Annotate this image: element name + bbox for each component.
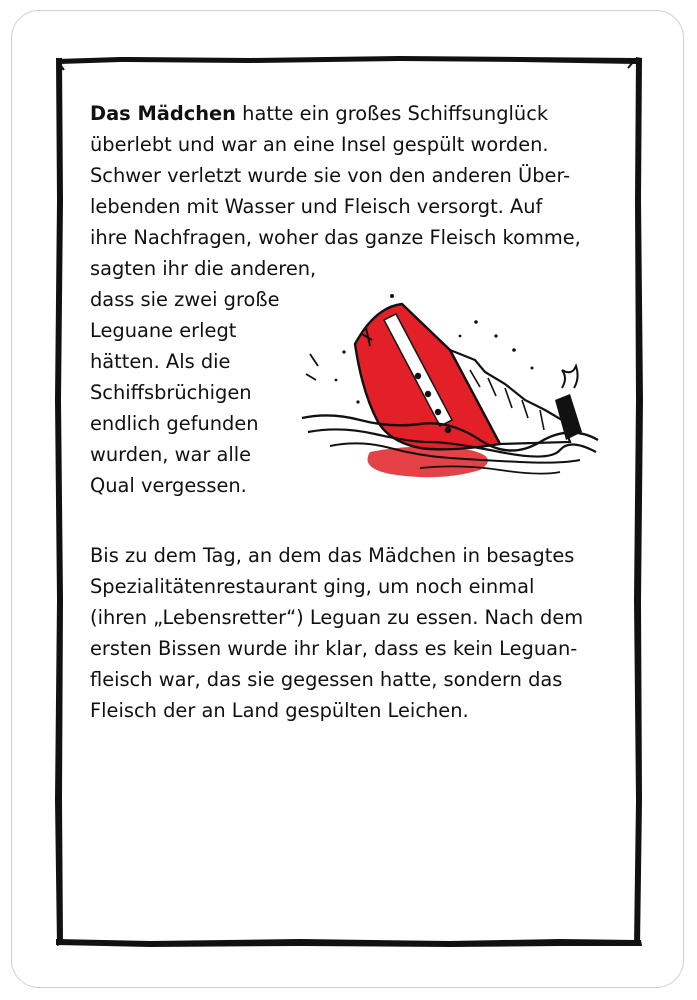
story-line: Fleisch der an Land gespülten Leichen. [90, 699, 469, 722]
story-line: Schiffsbrüchigen [90, 381, 252, 404]
story-line: wurden, war alle [90, 443, 252, 466]
story-line: sagten ihr die anderen, [90, 257, 317, 280]
story-line: fleisch war, das sie gegessen hatte, sondern das [90, 668, 563, 691]
bold-lead: Das Mädchen [90, 102, 236, 125]
story-line: Das Mädchen hatte ein großes Schiffsunglück [90, 102, 549, 125]
story-paragraph-1 [90, 98, 581, 284]
story-line: Leguane erlegt [90, 319, 237, 342]
story-line: hätten. Als die [90, 350, 231, 373]
story-line: dass sie zwei große [90, 288, 280, 311]
story-paragraph-2 [90, 540, 583, 726]
story-line: Spezialitätenrestaurant ging, um noch einmal [90, 575, 535, 598]
story-line: überlebt und war an eine Insel gespült worden. [90, 133, 549, 156]
story-line: ihre Nachfragen, woher das ganze Fleisch komme, [90, 226, 581, 249]
story-line: Bis zu dem Tag, an dem das Mädchen in besagtes [90, 544, 575, 567]
sinking-ship-icon [300, 292, 600, 492]
story-line: Schwer verletzt wurde sie von den anderen Über- [90, 164, 571, 187]
story-line: lebenden mit Wasser und Fleisch versorgt. Auf [90, 195, 543, 218]
story-line: (ihren „Lebensretter“) Leguan zu essen. Nach dem [90, 606, 584, 629]
story-line: Qual vergessen. [90, 474, 247, 497]
story-line: endlich gefunden [90, 412, 259, 435]
story-paragraph-1-narrow [90, 284, 280, 501]
story-line: ersten Bissen wurde ihr klar, dass es kein Leguan- [90, 637, 578, 660]
